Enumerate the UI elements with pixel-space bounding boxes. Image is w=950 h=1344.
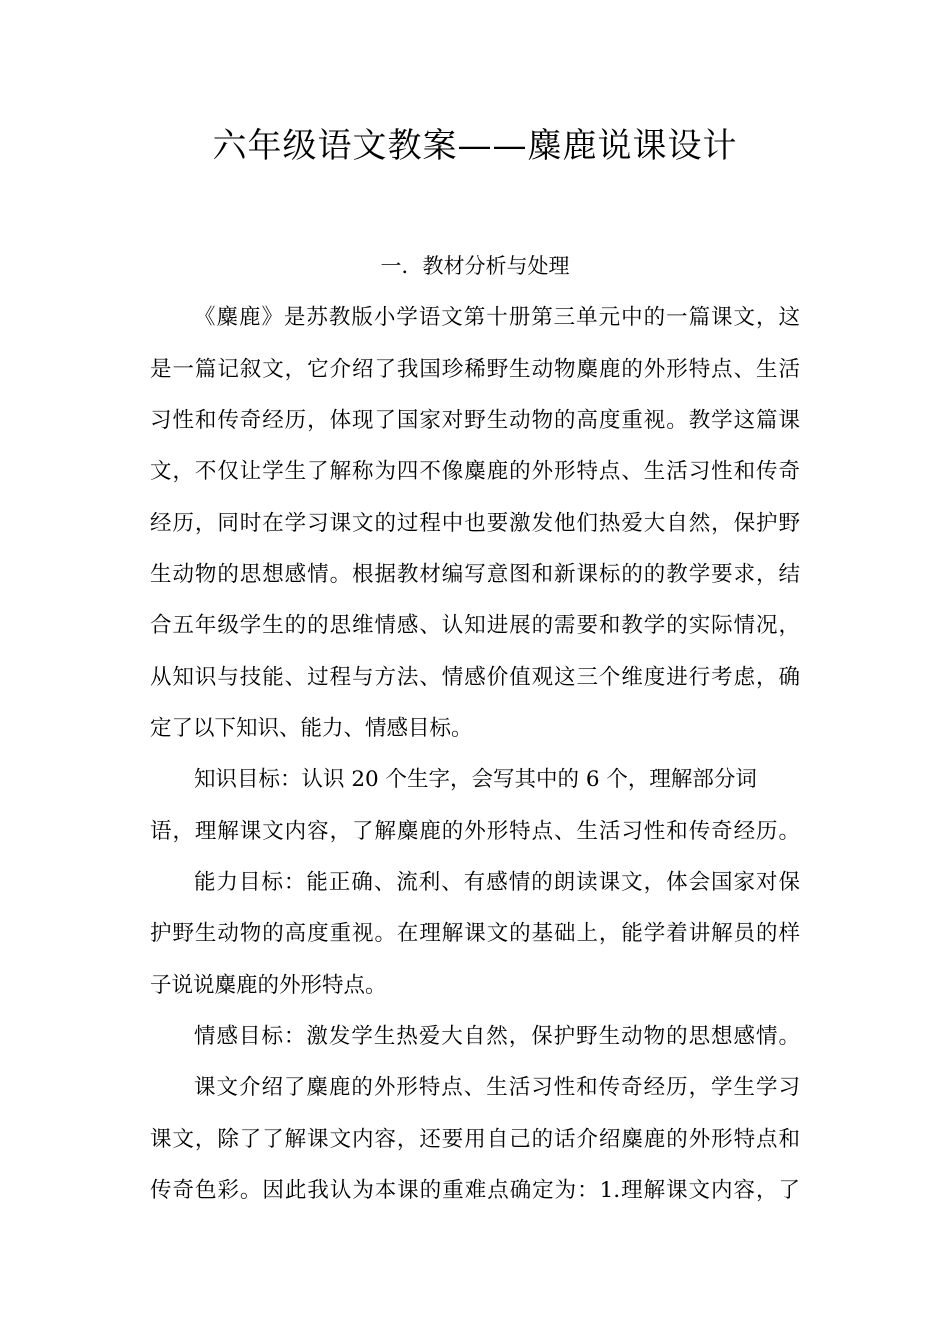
document-title: 六年级语文教案——麋鹿说课设计 (212, 126, 738, 166)
paragraph-line: 情感目标：激发学生热爱大自然，保护野生动物的思想感情。 (194, 1024, 800, 1049)
paragraph-line: 是一篇记叙文，它介绍了我国珍稀野生动物麋鹿的外形特点、生活 (150, 357, 800, 382)
paragraph-line: 课文，除了了解课文内容，还要用自己的话介绍麋鹿的外形特点和 (150, 1127, 800, 1152)
paragraph-line: 语，理解课文内容，了解麋鹿的外形特点、生活习性和传奇经历。 (150, 819, 800, 844)
paragraph-line: 经历，同时在学习课文的过程中也要激发他们热爱大自然，保护野 (150, 511, 800, 536)
paragraph-line: 知识目标：认识 20 个生字，会写其中的 6 个，理解部分词 (194, 767, 757, 792)
paragraph-line: 文，不仅让学生了解称为四不像麋鹿的外形特点、生活习性和传奇 (150, 459, 800, 484)
paragraph-line: 护野生动物的高度重视。在理解课文的基础上，能学着讲解员的样 (150, 921, 800, 946)
paragraph-line: 合五年级学生的的思维情感、认知进展的需要和教学的实际情况， (150, 613, 800, 638)
paragraph-line: 习性和传奇经历，体现了国家对野生动物的高度重视。教学这篇课 (150, 408, 800, 433)
paragraph-line: 课文介绍了麋鹿的外形特点、生活习性和传奇经历，学生学习 (194, 1075, 800, 1100)
section-heading: 一．教材分析与处理 (380, 254, 570, 278)
paragraph-line: 《麋鹿》是苏教版小学语文第十册第三单元中的一篇课文，这 (194, 305, 800, 330)
paragraph-line: 子说说麋鹿的外形特点。 (150, 973, 387, 998)
paragraph-line: 能力目标：能正确、流利、有感情的朗读课文，体会国家对保 (194, 870, 800, 895)
paragraph-line: 传奇色彩。因此我认为本课的重难点确定为：1.理解课文内容，了 (150, 1178, 800, 1203)
paragraph-line: 生动物的思想感情。根据教材编写意图和新课标的的教学要求，结 (150, 562, 800, 587)
paragraph-line: 定了以下知识、能力、情感目标。 (150, 716, 473, 741)
paragraph-line: 从知识与技能、过程与方法、情感价值观这三个维度进行考虑，确 (150, 665, 800, 690)
